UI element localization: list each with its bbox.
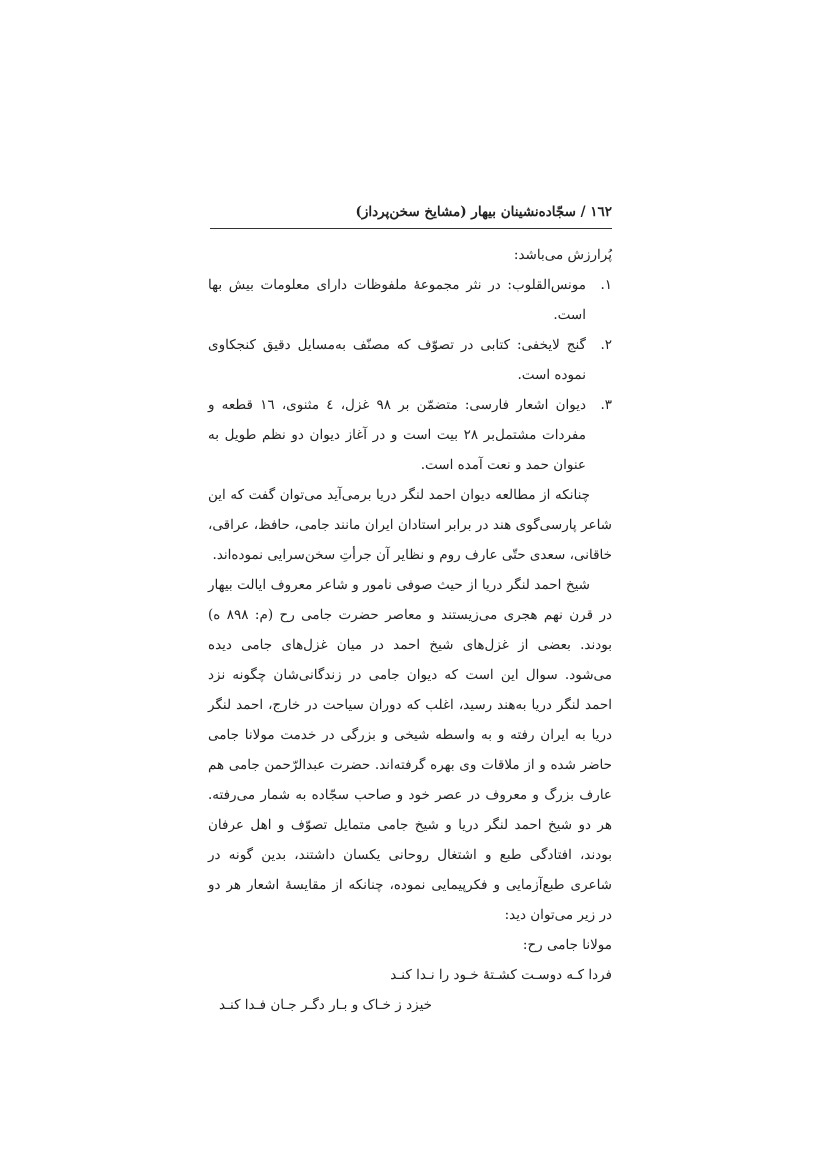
list-number: ١. (600, 277, 612, 293)
list-text: مونس‌القلوب: در نثر مجموعهٔ ملفوظات دارای معلومات بیش بها است. (208, 277, 586, 323)
running-head-text: ١٦٢ / سجّاده‌نشینان بیهار (مشایخ سخن‌پرداز) (355, 204, 612, 220)
list-number: ٢. (600, 337, 612, 353)
paragraph: شیخ احمد لنگر دریا از حیث صوفی نامور و شاعر معروف ایالت بیهار در قرن نهم هجری می‌زیستند و معاصر حضرت جامی رح (م: ٨٩٨ ه) بودند. بعضی از غزل‌های شیخ احمد در میان غزل‌های جامی دیده می‌شود. سوال این است که دیوان جامی در زندگانی‌شان چگونه نزد احمد لنگر دریا به‌هند رسید، اغلب که دوران سیاحت در خارج، احمد لنگر دریا به ایران رفته و به واسطه شیخی و بزرگی در خدمت مولانا جامی حاضر شده و از ملاقات وی بهره گرفته‌اند. حضرت عبدالرّحمن جامی هم عارف بزرگ و معروف در عصر خود و صاحب سجّاده به شمار می‌رفته. هر دو شیخ احمد لنگر دریا و شیخ جامی متمایل تصوّف و اهل عرفان بودند، افتادگی طبع و اشتغال روحانی یکسان داشتند، بدین گونه در شاعری طبع‌آزمایی و فکرپیمایی نموده، چنانکه از مقایسهٔ اشعار هر دو در زیر می‌توان دید: (208, 577, 612, 923)
list-text: دیوان اشعار فارسی: متضمّن بر ٩٨ غزل، ٤ مثنوی، ١٦ قطعه و مفردات مشتمل‌بر ٢٨ بیت است و در آغاز دیوان دو نظم طویل به عنوان حمد و نعت آمده است. (208, 397, 586, 473)
intro-line: پُرارزش می‌باشد: (513, 247, 612, 263)
list-number: ٣. (600, 397, 612, 413)
list-item (208, 270, 612, 330)
list-item (208, 390, 612, 480)
verse-line-2: خیزد ز خـاک و بـار دگـر جـان فـدا کنـد (218, 997, 432, 1013)
poet-label: مولانا جامی رح: (522, 937, 612, 953)
list-text: گنج لایخفی: کتابی در تصوّف که مصنّف به‌مسایل دقیق کنجکاوی نموده است. (208, 337, 586, 383)
paragraph: چنانکه از مطالعه دیوان احمد لنگر دریا برمی‌آید می‌توان گفت که این شاعر پارسی‌گوی هند در برابر استادان ایران مانند جامی، حافظ، عراقی، خاقانی، سعدی حتّی عارف روم و نظایر آن جرأتِ سخن‌سرایی نموده‌اند. (208, 487, 612, 563)
list-item (208, 330, 612, 390)
running-header (210, 204, 612, 229)
page-body (208, 240, 612, 1020)
verse-line-1: فردا کـه دوسـت کشـتهٔ خـود را نـدا کنـد (390, 967, 612, 983)
